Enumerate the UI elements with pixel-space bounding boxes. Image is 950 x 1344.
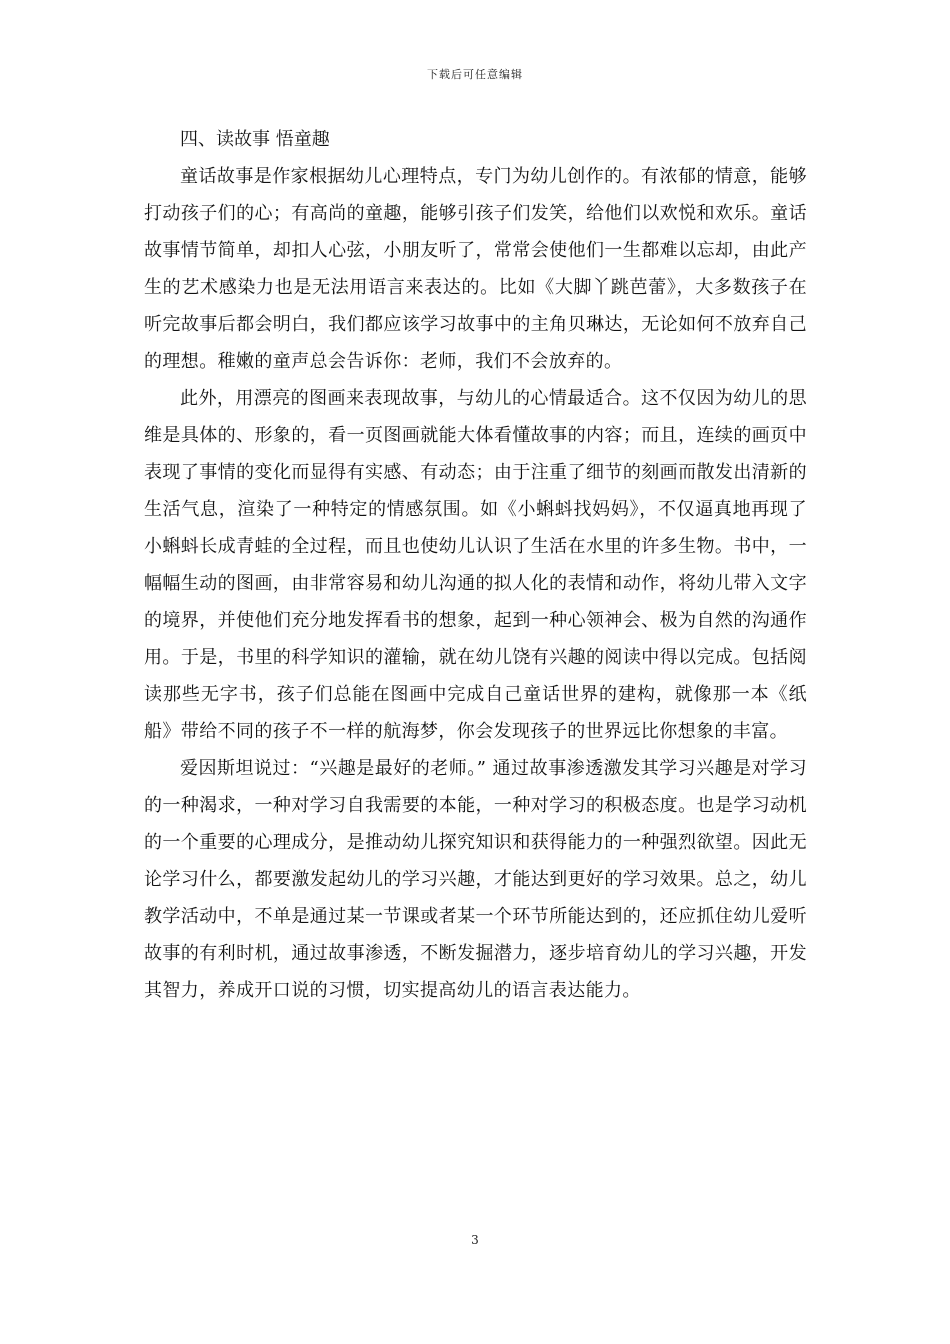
document-body: [144, 121, 807, 1009]
paragraph-interest: 爱因斯坦说过：“兴趣是最好的老师。” 通过故事渗透激发其学习兴趣是对学习的一种渴求，一种对学习自我需要的本能，一种对学习的积极态度。也是学习动机的一个重要的心理成分，是推动幼儿探究知识和获得能力的一种强烈欲望。因此无论学习什么，都要激发起幼儿的学习兴趣，才能达到更好的学习效果。总之，幼儿教学活动中，不单是通过某一节课或者某一个环节所能达到的，还应抓住幼儿爱听故事的有利时机，通过故事渗透，不断发掘潜力，逐步培育幼儿的学习兴趣，开发其智力，养成开口说的习惯，切实提高幼儿的语言表达能力。: [144, 758, 807, 1001]
page-number: 3: [471, 1233, 479, 1247]
paragraph-fairy-tales: 童话故事是作家根据幼儿心理特点，专门为幼儿创作的。有浓郁的情意，能够打动孩子们的心；有高尚的童趣，能够引孩子们发笑，给他们以欢悦和欢乐。童话故事情节简单，却扣人心弦，小朋友听了，常常会使他们一生都难以忘却，由此产生的艺术感染力也是无法用语言来表达的。比如《大脚丫跳芭蕾》，大多数孩子在听完故事后都会明白，我们都应该学习故事中的主角贝琳达，无论如何不放弃自己的理想。稚嫩的童声总会告诉你：老师，我们不会放弃的。: [144, 166, 807, 372]
section-title: 四、读故事 悟童趣: [180, 129, 330, 150]
page-header-note: 下载后可任意编辑: [427, 68, 523, 81]
paragraph-picture-books: 此外，用漂亮的图画来表现故事，与幼儿的心情最适合。这不仅因为幼儿的思维是具体的、形象的，看一页图画就能大体看懂故事的内容；而且，连续的画页中表现了事情的变化而显得有实感、有动态；由于注重了细节的刻画而散发出清新的生活气息，渲染了一种特定的情感氛围。如《小蝌蚪找妈妈》，不仅逼真地再现了小蝌蚪长成青蛙的全过程，而且也使幼儿认识了生活在水里的许多生物。书中，一幅幅生动的图画，由非常容易和幼儿沟通的拟人化的表情和动作，将幼儿带入文字的境界，并使他们充分地发挥看书的想象，起到一种心领神会、极为自然的沟通作用。于是，书里的科学知识的灌输，就在幼儿饶有兴趣的阅读中得以完成。包括阅读那些无字书，孩子们总能在图画中完成自己童话世界的建构，就像那一本《纸船》带给不同的孩子不一样的航海梦，你会发现孩子的世界远比你想象的丰富。: [144, 388, 807, 742]
